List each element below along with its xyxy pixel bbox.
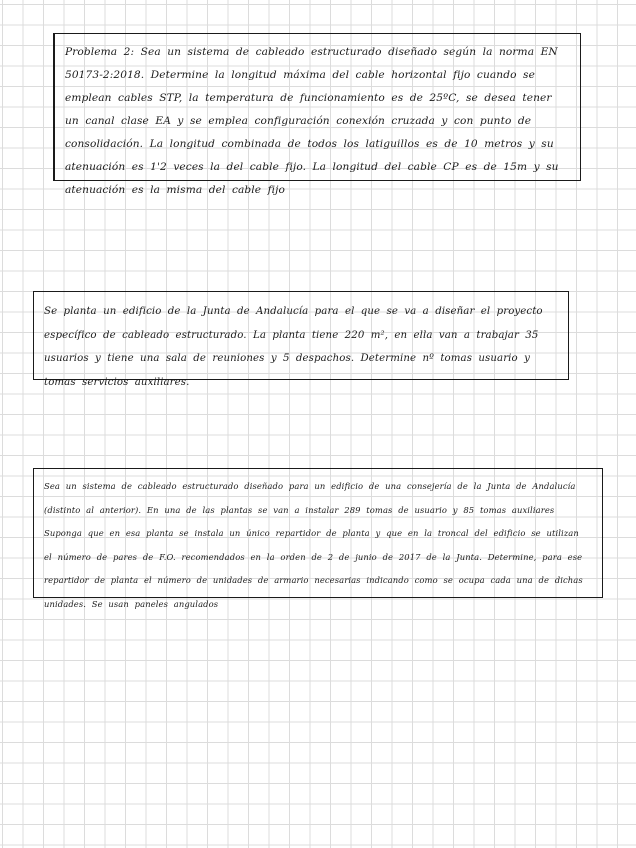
- problem-2-box: [53, 33, 581, 196]
- problem-building-outlets-box: [33, 291, 569, 388]
- problem-2-statement: Problema 2: Sea un sistema de cableado estructurado diseñado según la norma EN 50173-2:2018. Determine la longitud máxima del cable horizontal fijo cuando se emplean cables STP, la temperatura de funcionamiento es de 25ºC, se desea tener un canal clase EA y se emplea configuración conexión cruzada y con punto de consolidación. La longitud combinada de todos los latiguillos es de 10 metros y su atenuación es 1'2 veces la del cable fijo. La longitud del cable CP es de 15m y su atenuación es la misma del cable fijo: [65, 46, 559, 196]
- problem-floor-distributor-statement: Sea un sistema de cableado estructurado diseñado para un edificio de una consejería de la Junta de Andalucía (distinto al anterior). En una de las plantas se van a instalar 289 tomas de usuario y 85 tomas auxiliares Suponga que en esa planta se instala un único repartidor de planta y que en la troncal del edificio se utilizan el número de pares de F.O. recomendados en la orden de 2 de junio de 2017 de la Junta. Determine, para ese repartidor de planta el número de unidades de armario necesarias indicando como se ocupa cada una de dichas unidades. Se usan paneles angulados: [44, 481, 583, 609]
- problem-building-outlets-statement: Se planta un edificio de la Junta de Andalucía para el que se va a diseñar el proyecto específico de cableado estructurado. La planta tiene 220 m², en ella van a trabajar 35 usuarios y tiene una sala de reuniones y 5 despachos. Determine nº tomas usuario y tomas servicios auxiliares.: [44, 306, 543, 388]
- problem-floor-distributor-box: [33, 468, 603, 609]
